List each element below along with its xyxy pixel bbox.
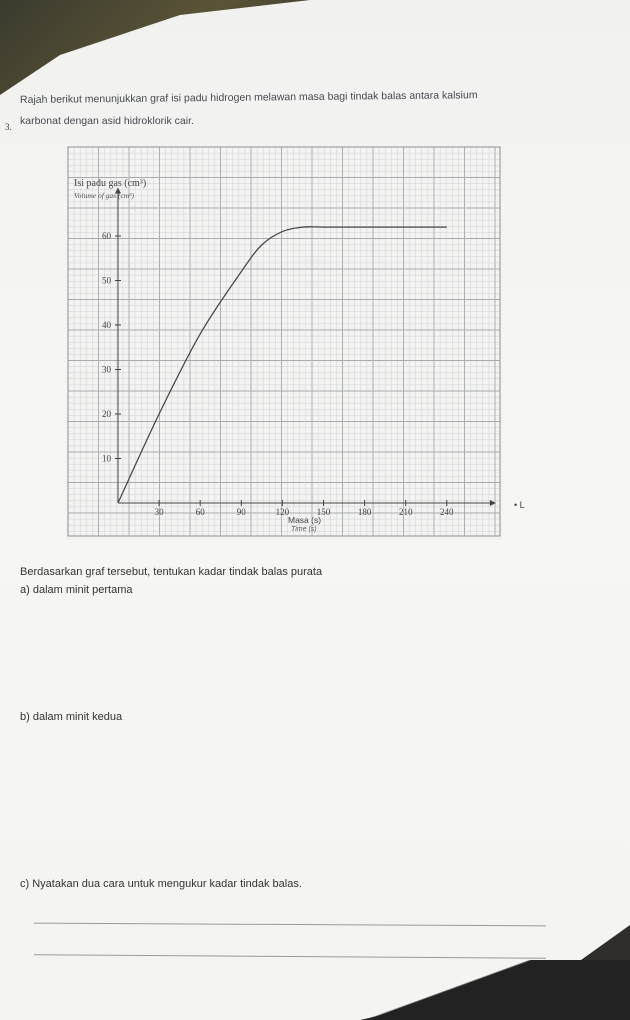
chart-canvas (66, 145, 502, 540)
x-axis-label: Masa (s) (288, 515, 322, 525)
x-tick-label: 60 (195, 507, 205, 517)
instruction-text: Berdasarkan graf tersebut, tentukan kadar tindak balas purata (20, 566, 323, 578)
x-tick-label: 120 (275, 507, 290, 517)
y-axis-label: Isi padu gas (cm³) (74, 178, 147, 189)
y-tick-label: 10 (102, 453, 111, 464)
question-b: b) dalam minit kedua (20, 711, 123, 723)
x-tick-label: 210 (398, 507, 413, 517)
paper-shadow (350, 960, 630, 1020)
x-axis-label-english: Time (s) (291, 526, 317, 533)
y-axis-label-english: Volume of gas (cm³) (74, 191, 134, 200)
x-tick-label: 150 (316, 507, 331, 517)
question-text-line1: Rajah berikut menunjukkan graf isi padu hidrogen melawan masa bagi tindak balas antara kalsium (19, 89, 478, 106)
x-tick-label: 30 (154, 507, 164, 517)
x-tick-label: 90 (236, 507, 246, 517)
y-tick-label: 20 (102, 409, 111, 419)
question-number: 3. (5, 122, 12, 132)
y-tick-label: 30 (102, 364, 111, 375)
graph-paper (66, 145, 502, 540)
question-text-line2: karbonat dengan asid hidroklorik cair. (20, 115, 194, 127)
question-c: c) Nyatakan dua cara untuk mengukur kadar tindak balas. (20, 878, 302, 890)
volume-time-chart (66, 145, 502, 540)
x-tick-label: 240 (440, 507, 454, 517)
x-tick-label: 180 (357, 507, 372, 517)
stray-pen-mark: • L (514, 500, 525, 510)
question-a: a) dalam minit pertama (20, 584, 133, 596)
y-tick-label: 40 (102, 320, 111, 330)
y-tick-label: 60 (102, 231, 111, 241)
y-tick-label: 50 (102, 275, 111, 286)
